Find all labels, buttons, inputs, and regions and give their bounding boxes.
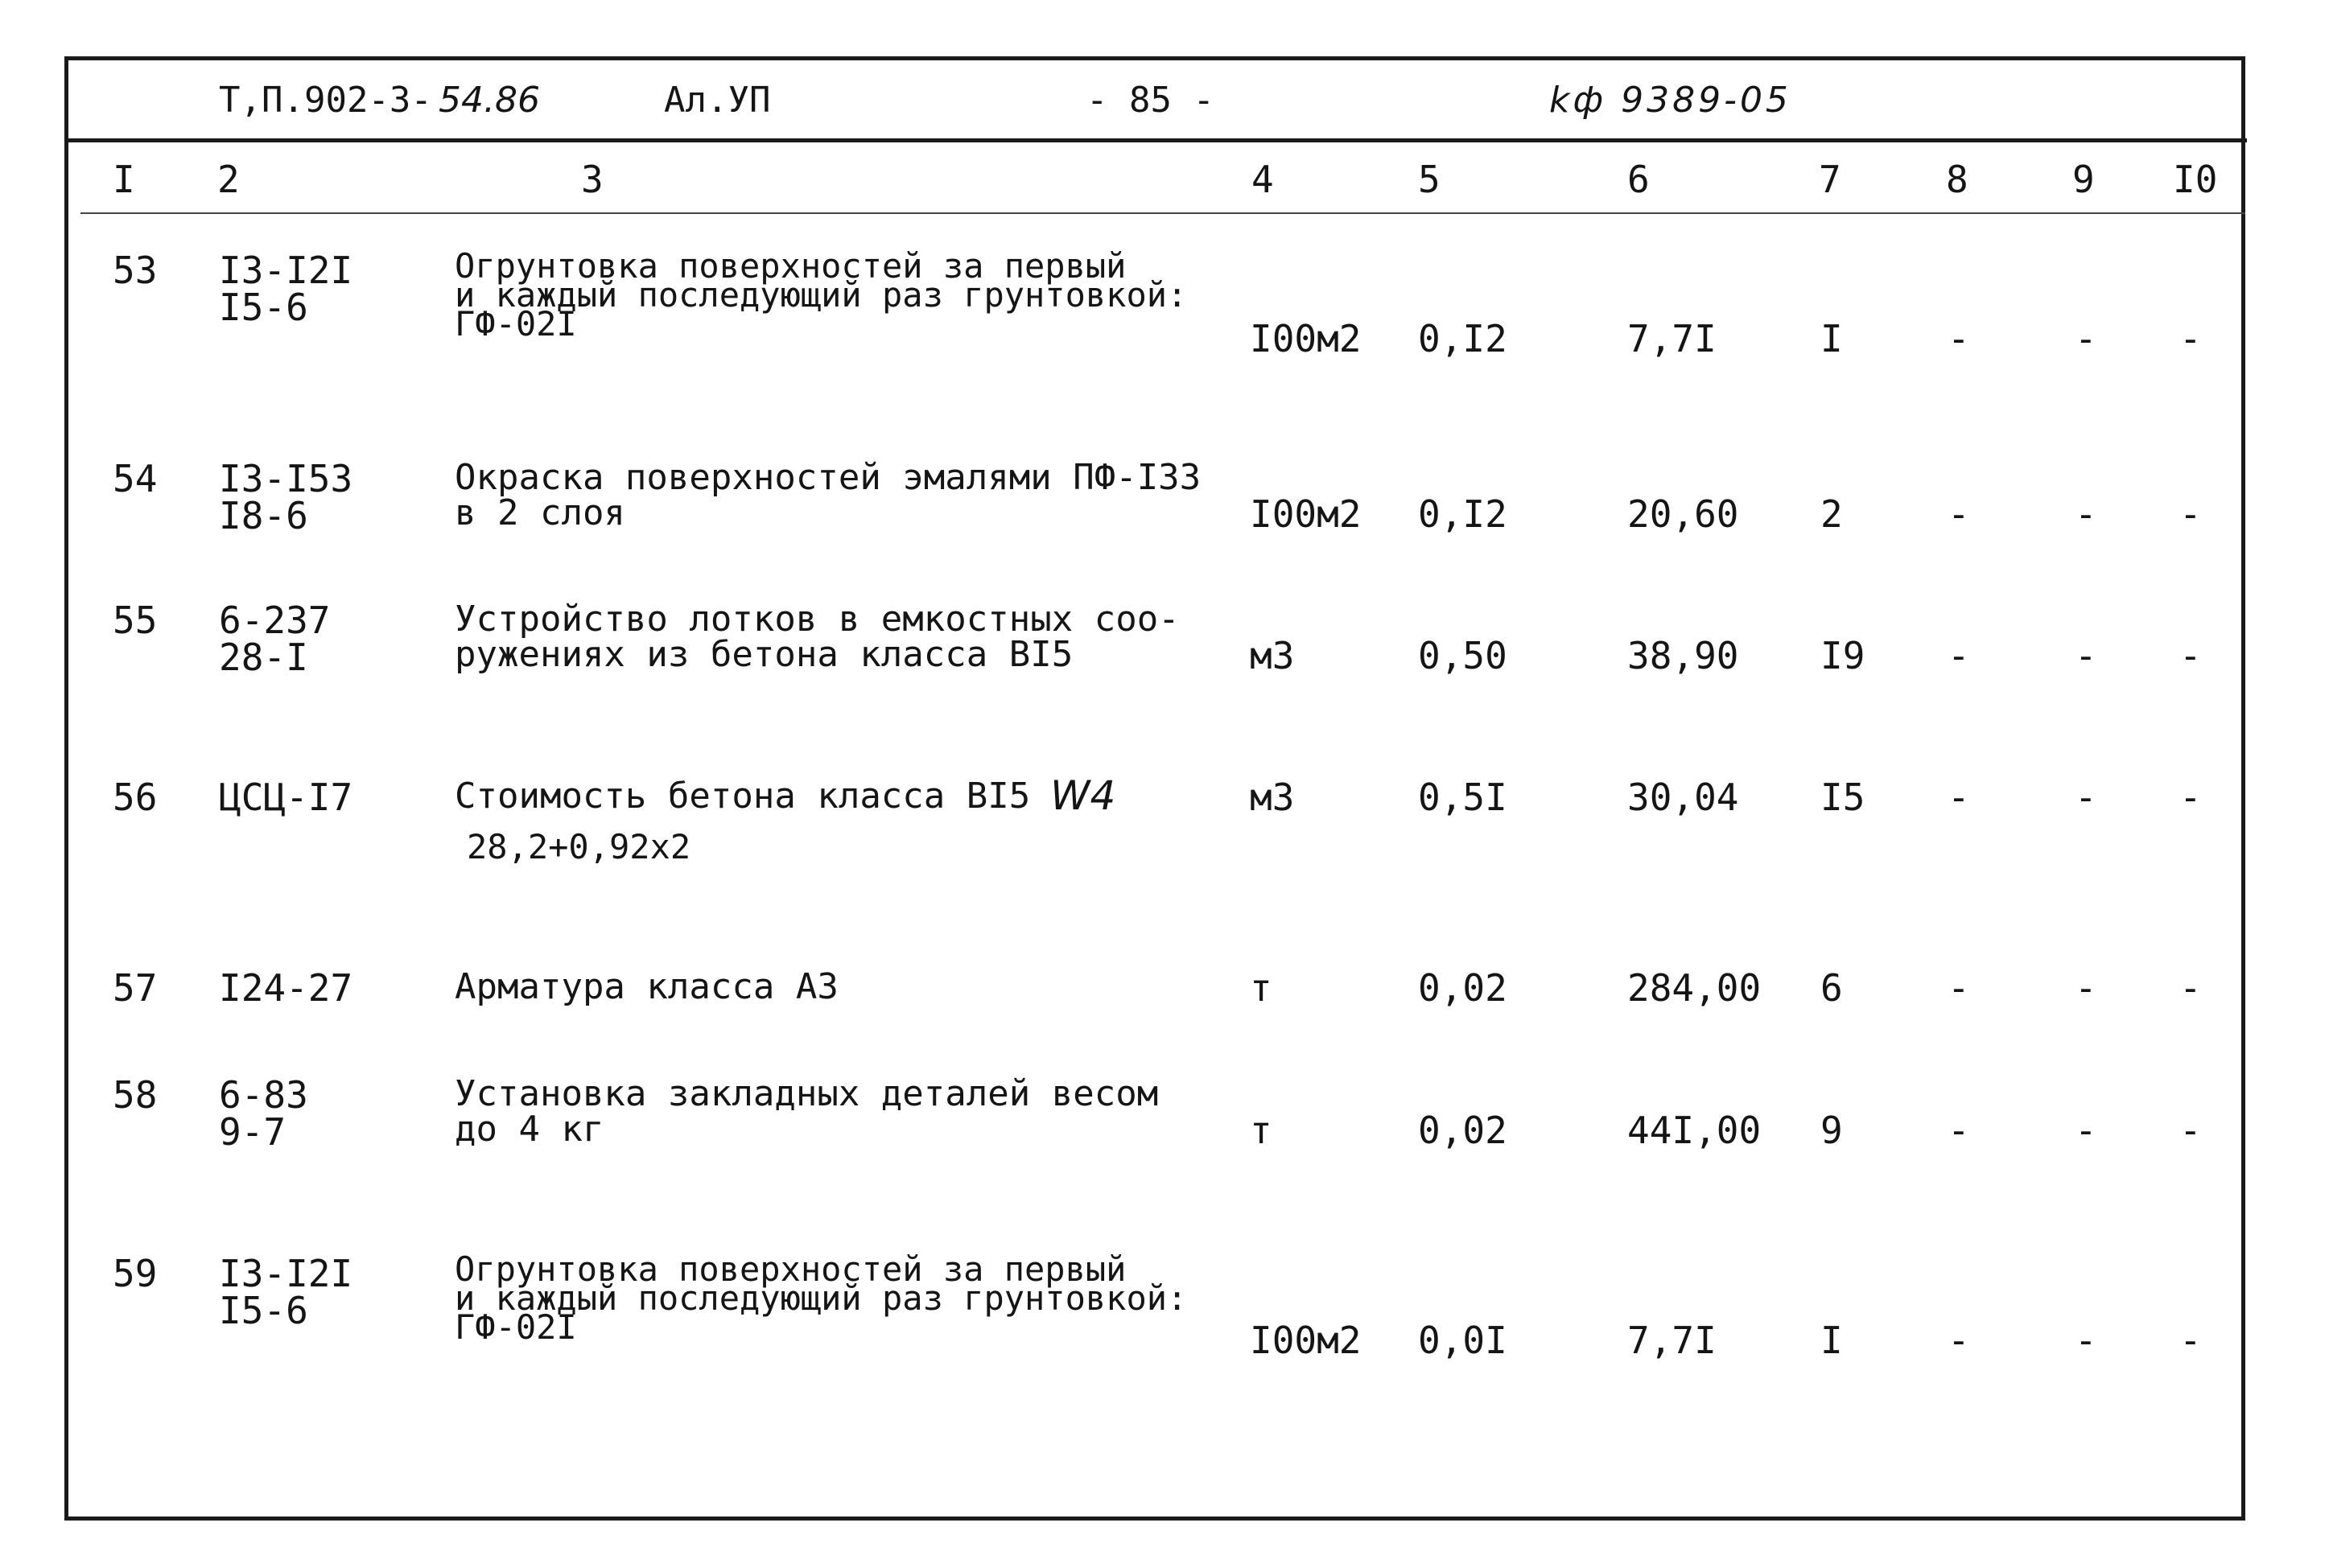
column-number: 3: [581, 158, 604, 201]
doc-code: Т,П.902-3-: [219, 80, 432, 121]
col9-value: -: [2075, 492, 2097, 536]
quantity: 0,0I: [1418, 1319, 1507, 1362]
quantity: 0,I2: [1418, 492, 1507, 536]
unit-price: 30,04: [1627, 776, 1739, 819]
album-label: Ал.УП: [664, 80, 771, 121]
work-description: Установка закладных деталей весом до 4 кг: [455, 1073, 1159, 1150]
quantity: 0,02: [1418, 1109, 1507, 1152]
rate-code: I3-I2I I5-6: [219, 1252, 353, 1332]
page-number: - 85 -: [1086, 80, 1214, 121]
col10-value: -: [2179, 776, 2202, 819]
col8-value: -: [1948, 776, 1970, 819]
col7-value: 9: [1820, 1109, 1843, 1152]
col8-value: -: [1948, 966, 1970, 1010]
column-number: 5: [1418, 158, 1441, 201]
quantity: 0,02: [1418, 966, 1507, 1010]
col7-value: I: [1820, 317, 1843, 360]
column-number: 9: [2072, 158, 2095, 201]
work-description: Стоимость бетона класса BI5: [455, 776, 1031, 817]
rate-code: I3-I2I I5-6: [219, 249, 353, 329]
row-number: 55: [113, 599, 158, 642]
unit-price: 38,90: [1627, 634, 1739, 677]
unit-price: 7,7I: [1627, 1319, 1717, 1362]
col9-value: -: [2075, 966, 2097, 1010]
unit-price: 44I,00: [1627, 1109, 1762, 1152]
work-description: Огрунтовка поверхностей за первый и каждый последующий раз грунтовкой: ГФ-02I: [455, 1249, 1188, 1347]
column-number: I0: [2173, 158, 2218, 201]
price-calculation-note: 28,2+0,92х2: [467, 827, 691, 866]
rate-code: I3-I53 I8-6: [219, 457, 353, 537]
rate-code: 6-237 28-I: [219, 599, 331, 679]
col10-value: -: [2179, 1109, 2202, 1152]
col7-value: I9: [1820, 634, 1865, 677]
col7-value: I: [1820, 1319, 1843, 1362]
col7-value: 2: [1820, 492, 1843, 536]
col8-value: -: [1948, 1109, 1970, 1152]
col8-value: -: [1948, 492, 1970, 536]
row-number: 59: [113, 1252, 158, 1295]
quantity: 0,50: [1418, 634, 1507, 677]
concrete-grade-handwritten: W4: [1050, 772, 1116, 819]
rate-code: 6-83 9-7: [219, 1073, 308, 1154]
col10-value: -: [2179, 317, 2202, 360]
rate-code: ЦСЦ-I7: [219, 776, 353, 819]
unit: т: [1250, 1109, 1272, 1152]
row-number: 57: [113, 966, 158, 1010]
col9-value: -: [2075, 634, 2097, 677]
column-number: 4: [1251, 158, 1274, 201]
col8-value: -: [1948, 1319, 1970, 1362]
column-number: I: [113, 158, 135, 201]
unit: I00м2: [1250, 1319, 1362, 1362]
row-number: 53: [113, 249, 158, 292]
row-number: 54: [113, 457, 158, 500]
rate-code: I24-27: [219, 966, 353, 1010]
work-description: Окраска поверхностей эмалями ПФ-I33 в 2 слоя: [455, 457, 1202, 533]
col8-value: -: [1948, 634, 1970, 677]
work-description: Арматура класса А3: [455, 966, 839, 1007]
unit: I00м2: [1250, 492, 1362, 536]
col7-value: 6: [1820, 966, 1843, 1010]
col7-value: I5: [1820, 776, 1865, 819]
reference-code: kф 9389-05: [1549, 80, 1791, 121]
col10-value: -: [2179, 634, 2202, 677]
column-number: 2: [217, 158, 240, 201]
quantity: 0,5I: [1418, 776, 1507, 819]
col9-value: -: [2075, 1109, 2097, 1152]
col8-value: -: [1948, 317, 1970, 360]
row-number: 58: [113, 1073, 158, 1117]
unit-price: 7,7I: [1627, 317, 1717, 360]
column-number: 8: [1946, 158, 1968, 201]
column-header-divider: [80, 212, 2245, 214]
work-description: Огрунтовка поверхностей за первый и каждый последующий раз грунтовкой: ГФ-02I: [455, 246, 1188, 344]
doc-code-handwritten: 54.86: [439, 80, 540, 121]
unit-price: 20,60: [1627, 492, 1739, 536]
unit: м3: [1250, 776, 1295, 819]
work-description: Устройство лотков в емкостных соо- ружениях из бетона класса BI5: [455, 599, 1180, 675]
unit: I00м2: [1250, 317, 1362, 360]
row-number: 56: [113, 776, 158, 819]
col10-value: -: [2179, 1319, 2202, 1362]
col9-value: -: [2075, 1319, 2097, 1362]
column-number: 6: [1627, 158, 1650, 201]
col9-value: -: [2075, 317, 2097, 360]
col10-value: -: [2179, 966, 2202, 1010]
col9-value: -: [2075, 776, 2097, 819]
col10-value: -: [2179, 492, 2202, 536]
unit: м3: [1250, 634, 1295, 677]
column-number: 7: [1819, 158, 1841, 201]
unit: т: [1250, 966, 1272, 1010]
quantity: 0,I2: [1418, 317, 1507, 360]
header-divider: [64, 138, 2247, 142]
unit-price: 284,00: [1627, 966, 1762, 1010]
